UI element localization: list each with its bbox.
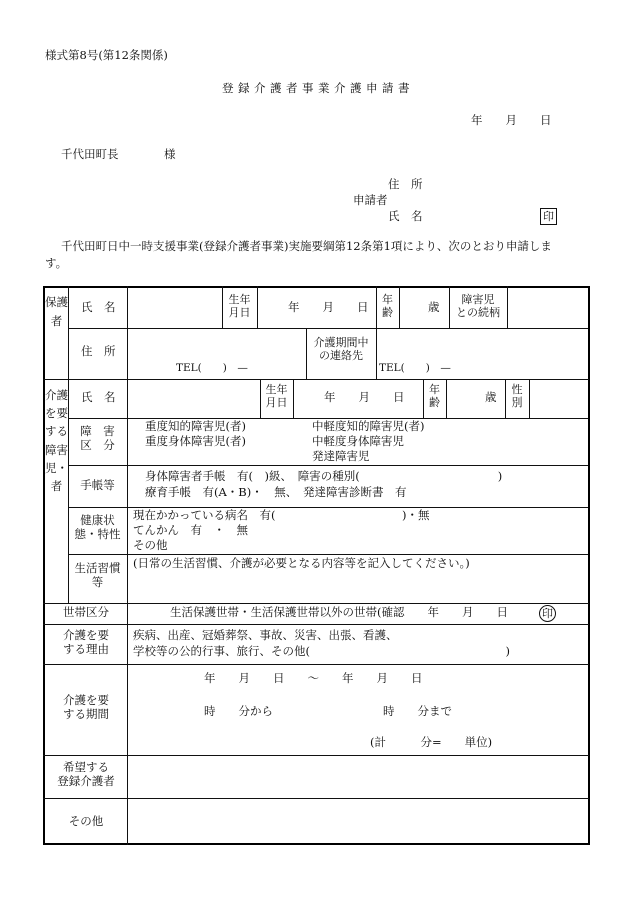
- household-value: 生活保護世帯・生活保護世帯以外の世帯(確認 年 月 日: [170, 605, 508, 619]
- habit-label-1: 生活習慣: [74, 561, 121, 575]
- child-sex-label: [505, 383, 529, 409]
- guardian-birth-value: 年 月 日: [288, 300, 369, 314]
- caregiver-label: [45, 761, 127, 789]
- disability-option: 重度身体障害児(者): [145, 434, 246, 448]
- child-birth-label-2: 月日: [265, 396, 288, 410]
- child-age-label-2: 齢: [429, 396, 440, 410]
- child-birth-label-1: 生年: [265, 383, 288, 396]
- disability-option: 重度知的障害児(者): [145, 419, 246, 433]
- guardian-age-label-2: 齢: [382, 306, 393, 320]
- guardian-birth-label-2: 月日: [228, 306, 251, 320]
- disability-option: 中軽度知的障害児(者): [312, 419, 425, 433]
- reason-line-1: 疾病、出産、冠婚葬祭、事故、災害、出張、看護、: [133, 628, 398, 642]
- caregiver-label-1: 希望する: [63, 760, 109, 774]
- health-line-2: てんかん 有 ・ 無: [133, 523, 248, 537]
- addressee: 千代田町長: [61, 147, 119, 161]
- health-line-1: 現在かかっている病名 有( )・無: [133, 508, 430, 522]
- disability-label-2: 区 分: [80, 437, 115, 452]
- child-birth-value: 年 月 日: [324, 390, 405, 404]
- guardian-age-unit: 歳: [428, 300, 440, 314]
- disability-option: 中軽度身体障害児: [312, 434, 404, 448]
- guardian-name-label: 氏 名: [81, 300, 116, 314]
- form-number: 様式第8号(第12条関係): [45, 48, 168, 62]
- handbook-line-2: 療育手帳 有(A・B)・ 無、 発達障害診断書 有: [145, 485, 407, 499]
- intro-line-2: す。: [45, 256, 68, 270]
- guardian-contact-tel: TEL( ) —: [379, 362, 451, 374]
- habit-note: (日常の生活習慣、介護が必要となる内容等を記入してください。): [133, 556, 470, 570]
- habit-label-2: 等: [91, 574, 104, 589]
- reason-line-2: 学校等の公的行事、旅行、その他( ): [133, 644, 510, 658]
- habit-label: [68, 562, 127, 590]
- health-label-2: 態・特性: [74, 526, 121, 541]
- health-label: [68, 514, 127, 542]
- disability-label-1: 障 害: [80, 424, 115, 438]
- guardian-birth-label-1: 生年: [228, 293, 251, 306]
- applicant-label: 申請者: [353, 193, 388, 207]
- period-line-1: 年 月 日 ～ 年 月 日: [204, 671, 423, 685]
- seal-stamp: [540, 208, 557, 225]
- child-age-unit: 歳: [485, 390, 497, 404]
- period-start-time: 時 分から: [204, 704, 273, 718]
- child-birth-label: [260, 383, 293, 409]
- guardian-relation-label-1: 障害児: [461, 293, 495, 306]
- reason-label-2: する理由: [63, 641, 109, 656]
- guardian-relation-label-2: との続柄: [456, 306, 500, 320]
- household-seal: [539, 605, 556, 622]
- handbook-line-1: 身体障害者手帳 有( )級、 障害の種別( ): [145, 469, 503, 483]
- applicant-name-label: 氏 名: [388, 209, 423, 223]
- guardian-birth-label: [222, 293, 257, 319]
- caregiver-label-2: 登録介護者: [57, 773, 115, 788]
- period-label-1: 介護を要: [63, 693, 109, 707]
- handbook-label: 手帳等: [80, 478, 115, 492]
- guardian-address-label: 住 所: [81, 344, 116, 358]
- period-label: [45, 694, 127, 722]
- page-title: 登録介護者事業介護申請書: [222, 81, 414, 95]
- period-label-2: する期間: [63, 706, 109, 721]
- health-line-3: その他: [133, 538, 168, 552]
- guardian-age-label: [376, 293, 399, 319]
- child-age-label: [423, 383, 446, 409]
- child-sex-label-1: 性: [511, 383, 523, 396]
- guardian-contact-label: [306, 336, 376, 362]
- guardian-section-label: 保護者: [45, 295, 68, 328]
- household-seal-text: 印: [539, 605, 556, 622]
- reason-label-1: 介護を要: [63, 628, 109, 642]
- guardian-contact-label-1: 介護期間中: [313, 336, 369, 349]
- period-total: (計 分= 単位): [370, 735, 493, 749]
- other-label: その他: [68, 814, 104, 828]
- reason-label: [45, 629, 127, 657]
- applicant-address-label: 住 所: [388, 177, 423, 191]
- date-line: 年 月 日: [471, 113, 552, 127]
- disability-option: 発達障害児: [312, 449, 370, 463]
- household-label: 世帯区分: [63, 605, 109, 619]
- child-age-label-1: 年: [429, 383, 440, 396]
- guardian-age-label-1: 年: [382, 293, 393, 306]
- child-sex-label-2: 別: [511, 396, 523, 410]
- period-end-time: 時 分まで: [383, 704, 452, 718]
- seal-text: 印: [540, 208, 557, 225]
- addressee-honorific: 様: [164, 147, 176, 161]
- disability-label: [68, 425, 127, 453]
- intro-line-1: 千代田町日中一時支援事業(登録介護者事業)実施要綱第12条第1項により、次のとおり申請しま: [61, 239, 552, 253]
- guardian-contact-label-2: の連絡先: [319, 349, 363, 363]
- guardian-relation-label: [449, 293, 507, 319]
- health-label-1: 健康状: [80, 513, 115, 527]
- guardian-tel: TEL( ) —: [176, 362, 248, 374]
- child-name-label: 氏 名: [81, 390, 116, 404]
- child-section-label: 介護を要する障害児・者: [45, 388, 68, 494]
